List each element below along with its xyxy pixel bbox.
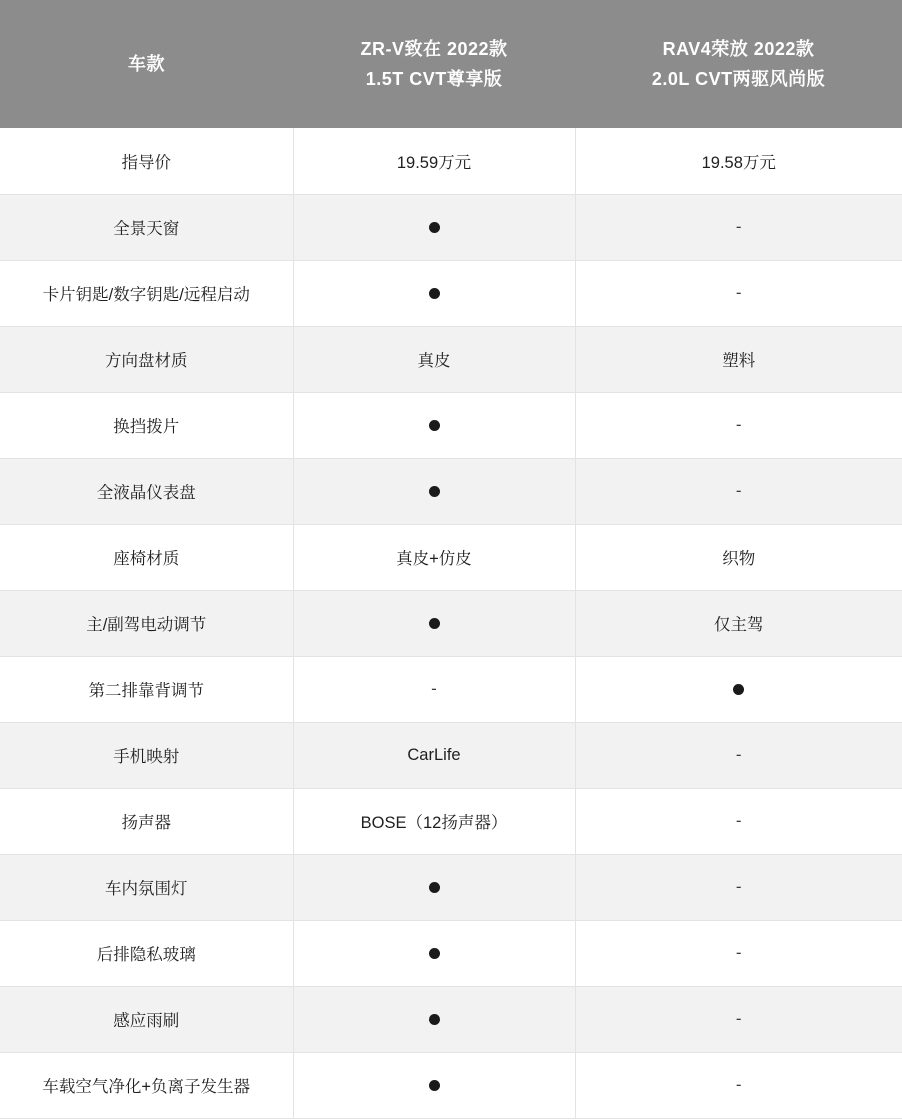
value-cell-car-2: - [575, 722, 902, 788]
value-cell-car-2: - [575, 194, 902, 260]
filled-dot-icon [429, 948, 440, 959]
column-header-car-1 [293, 0, 575, 128]
filled-dot-icon [429, 222, 440, 233]
value-cell-car-2 [575, 524, 902, 590]
table-row [0, 788, 902, 854]
value-cell-car-2: - [575, 392, 902, 458]
value-cell-car-2 [575, 656, 902, 722]
table-row [0, 920, 902, 986]
feature-label-cell: 换挡拨片 [0, 392, 293, 458]
feature-label-cell: 座椅材质 [0, 524, 293, 590]
value-cell-car-2: - [575, 788, 902, 854]
filled-dot-icon [429, 1080, 440, 1091]
value-text: 19.59万元 [396, 153, 472, 172]
value-cell-car-2: - [575, 260, 902, 326]
feature-label-cell: 指导价 [0, 128, 293, 194]
value-cell-car-2 [575, 128, 902, 194]
value-text: 织物 [722, 550, 756, 568]
value-text: 仅主驾 [714, 616, 764, 634]
table-row [0, 392, 902, 458]
table-row [0, 854, 902, 920]
table-row [0, 524, 902, 590]
feature-label-cell: 车内氛围灯 [0, 854, 293, 920]
table-header [0, 0, 902, 128]
value-cell-car-1 [293, 524, 575, 590]
feature-label-cell: 方向盘材质 [0, 326, 293, 392]
feature-label-cell: 全液晶仪表盘 [0, 458, 293, 524]
feature-label-cell: 全景天窗 [0, 194, 293, 260]
value-cell-car-1 [293, 326, 575, 392]
value-cell-car-1: - [293, 656, 575, 722]
value-text: 真皮 [417, 352, 451, 370]
filled-dot-icon [429, 618, 440, 629]
filled-dot-icon [733, 684, 744, 695]
feature-label-cell: 手机映射 [0, 722, 293, 788]
column-header-car-1-line-1: ZR-V致在 2022款 [360, 39, 508, 59]
table-header-row [0, 0, 902, 128]
column-header-car-2-line-1: RAV4荣放 2022款 [662, 39, 815, 59]
value-text: 塑料 [722, 352, 756, 370]
value-cell-car-1 [293, 128, 575, 194]
table-row [0, 194, 902, 260]
filled-dot-icon [429, 882, 440, 893]
feature-label-cell: 卡片钥匙/数字钥匙/远程启动 [0, 260, 293, 326]
feature-label-cell: 后排隐私玻璃 [0, 920, 293, 986]
feature-label-cell: 第二排靠背调节 [0, 656, 293, 722]
value-cell-car-1 [293, 920, 575, 986]
table-row [0, 326, 902, 392]
table-row [0, 656, 902, 722]
feature-label-cell: 车载空气净化+负离子发生器 [0, 1052, 293, 1118]
column-header-feature-line-1: 车款 [128, 54, 165, 74]
filled-dot-icon [429, 1014, 440, 1025]
value-cell-car-1 [293, 722, 575, 788]
column-header-car-1-line-2: 1.5T CVT尊享版 [365, 69, 503, 89]
value-cell-car-2 [575, 590, 902, 656]
table-row [0, 590, 902, 656]
table-row [0, 1052, 902, 1118]
value-cell-car-2: - [575, 1052, 902, 1118]
table-row [0, 128, 902, 194]
value-cell-car-2: - [575, 986, 902, 1052]
value-cell-car-2: - [575, 854, 902, 920]
table-row [0, 458, 902, 524]
table-row [0, 260, 902, 326]
table-row [0, 722, 902, 788]
filled-dot-icon [429, 420, 440, 431]
value-cell-car-2: - [575, 458, 902, 524]
table-body [0, 128, 902, 1118]
value-cell-car-1 [293, 194, 575, 260]
value-cell-car-1 [293, 458, 575, 524]
table-row [0, 986, 902, 1052]
filled-dot-icon [429, 288, 440, 299]
value-text: 19.58万元 [701, 153, 776, 172]
value-text: CarLife [407, 745, 461, 764]
value-text: BOSE（12扬声器） [360, 814, 508, 832]
value-cell-car-2: - [575, 920, 902, 986]
value-cell-car-1 [293, 260, 575, 326]
value-cell-car-2 [575, 326, 902, 392]
column-header-feature [0, 0, 293, 128]
value-text: 真皮+仿皮 [396, 550, 472, 568]
value-cell-car-1 [293, 1052, 575, 1118]
value-cell-car-1 [293, 590, 575, 656]
value-cell-car-1 [293, 392, 575, 458]
column-header-car-2-line-2: 2.0L CVT两驱风尚版 [651, 69, 826, 89]
feature-label-cell: 感应雨刷 [0, 986, 293, 1052]
value-cell-car-1 [293, 854, 575, 920]
column-header-car-2 [575, 0, 902, 128]
feature-label-cell: 扬声器 [0, 788, 293, 854]
feature-label-cell: 主/副驾电动调节 [0, 590, 293, 656]
value-cell-car-1 [293, 788, 575, 854]
value-cell-car-1 [293, 986, 575, 1052]
filled-dot-icon [429, 486, 440, 497]
